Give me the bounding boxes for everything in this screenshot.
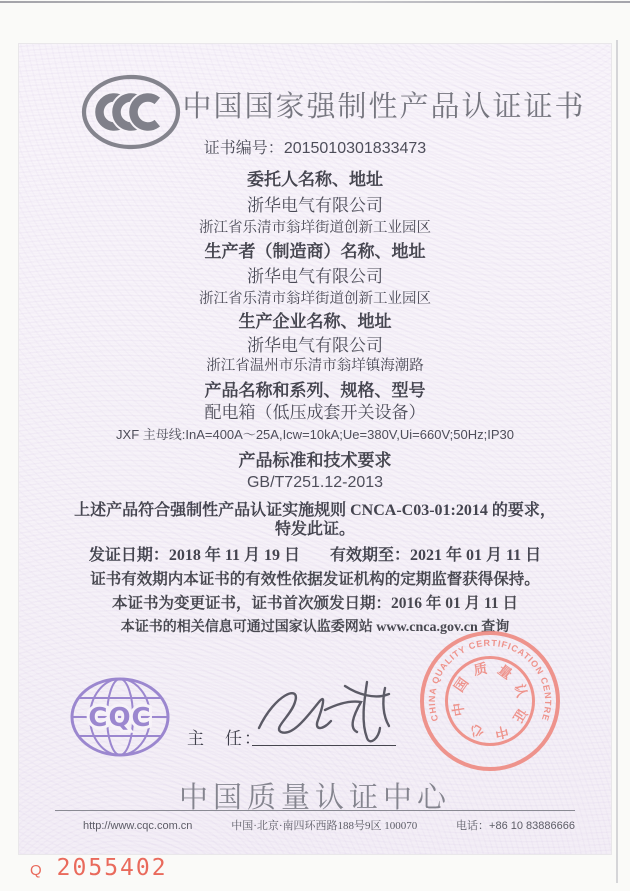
- issuer-org-name: 中国质量认证中心: [178, 782, 451, 814]
- standard-label: 产品标准和技术要求: [238, 451, 392, 470]
- scan-edge-right: [616, 40, 618, 883]
- expiry-date: [330, 546, 541, 566]
- certificate-title: 中国国家强制性产品认证证书: [182, 91, 586, 123]
- footer-phone: 电话：+86 10 83886666: [456, 820, 575, 832]
- certificate-number-line: [19, 139, 611, 159]
- signature-underline: [252, 745, 396, 746]
- manufacturer-name: 浙华电气有限公司: [247, 267, 383, 286]
- expiry-date-label: 有效期至：: [330, 547, 411, 564]
- expiry-date-value: 2021 年 01 月 11 日: [410, 547, 542, 564]
- director-label: 主 任：: [187, 729, 263, 748]
- issue-date: [89, 546, 300, 566]
- cqc-logo-icon: [65, 672, 175, 762]
- issue-date-value: 2018 年 11 月 19 日: [168, 547, 300, 564]
- note-validity: 证书有效期内本证书的有效性依据发证机构的定期监督获得保持。: [90, 571, 540, 588]
- cqc-official-seal: [417, 628, 563, 774]
- note-lookup: 本证书的相关信息可通过国家认监委网站 www.cnca.gov.cn 查询: [120, 620, 510, 635]
- seal-chinese-text: 中国质量认证中心: [448, 659, 532, 743]
- dates-line: [19, 546, 611, 566]
- issue-date-label: 发证日期：: [88, 547, 169, 564]
- scan-edge-top: [0, 1, 630, 3]
- factory-label: 生产企业名称、地址: [238, 312, 392, 331]
- director-signature: [249, 676, 409, 751]
- product-spec: JXF 主母线:InA=400A～25A,Icw=10kA;Ue=380V,Ui=660V;50Hz;IP30: [116, 427, 514, 442]
- note-change: 本证书为变更证书，证书首次颁发日期：2016 年 01 月 11 日: [111, 595, 519, 612]
- footer: [55, 817, 575, 833]
- product-label: 产品名称和系列、规格、型号: [204, 381, 426, 400]
- certificate-paper: [19, 44, 611, 854]
- manufacturer-address: 浙江省乐清市翁垟街道创新工业园区: [199, 291, 431, 307]
- certificate-number-value: 2015010301833473: [283, 140, 427, 157]
- product-name: 配电箱（低压成套开关设备）: [204, 403, 426, 422]
- seal-english-text: CHINA QUALITY CERTIFICATION CENTRE: [426, 637, 554, 723]
- serial-stamp-prefix: Q: [30, 862, 42, 879]
- footer-divider: [55, 810, 575, 811]
- footer-address: 中国·北京·南四环西路188号9区 100070: [231, 820, 418, 832]
- statement-line2: 特发此证。: [274, 521, 355, 538]
- standard-value: GB/T7251.12-2013: [246, 474, 384, 491]
- applicant-address: 浙江省乐清市翁垟街道创新工业园区: [199, 220, 431, 236]
- statement-line1: 上述产品符合强制性产品认证实施规则 CNCA-C03-01:2014 的要求，: [74, 502, 556, 519]
- factory-address: 浙江省温州市乐清市翁垟镇海潮路: [206, 358, 424, 374]
- serial-stamp: [30, 855, 168, 881]
- applicant-label: 委托人名称、地址: [247, 170, 383, 189]
- factory-name: 浙华电气有限公司: [247, 336, 383, 355]
- applicant-name: 浙华电气有限公司: [247, 196, 383, 215]
- serial-stamp-number: 2055402: [56, 855, 168, 881]
- manufacturer-label: 生产者（制造商）名称、地址: [204, 242, 426, 261]
- certificate-number-label: 证书编号：: [203, 140, 284, 157]
- footer-website: http://www.cqc.com.cn: [83, 820, 193, 832]
- cqc-logo-text: CQC: [88, 703, 152, 733]
